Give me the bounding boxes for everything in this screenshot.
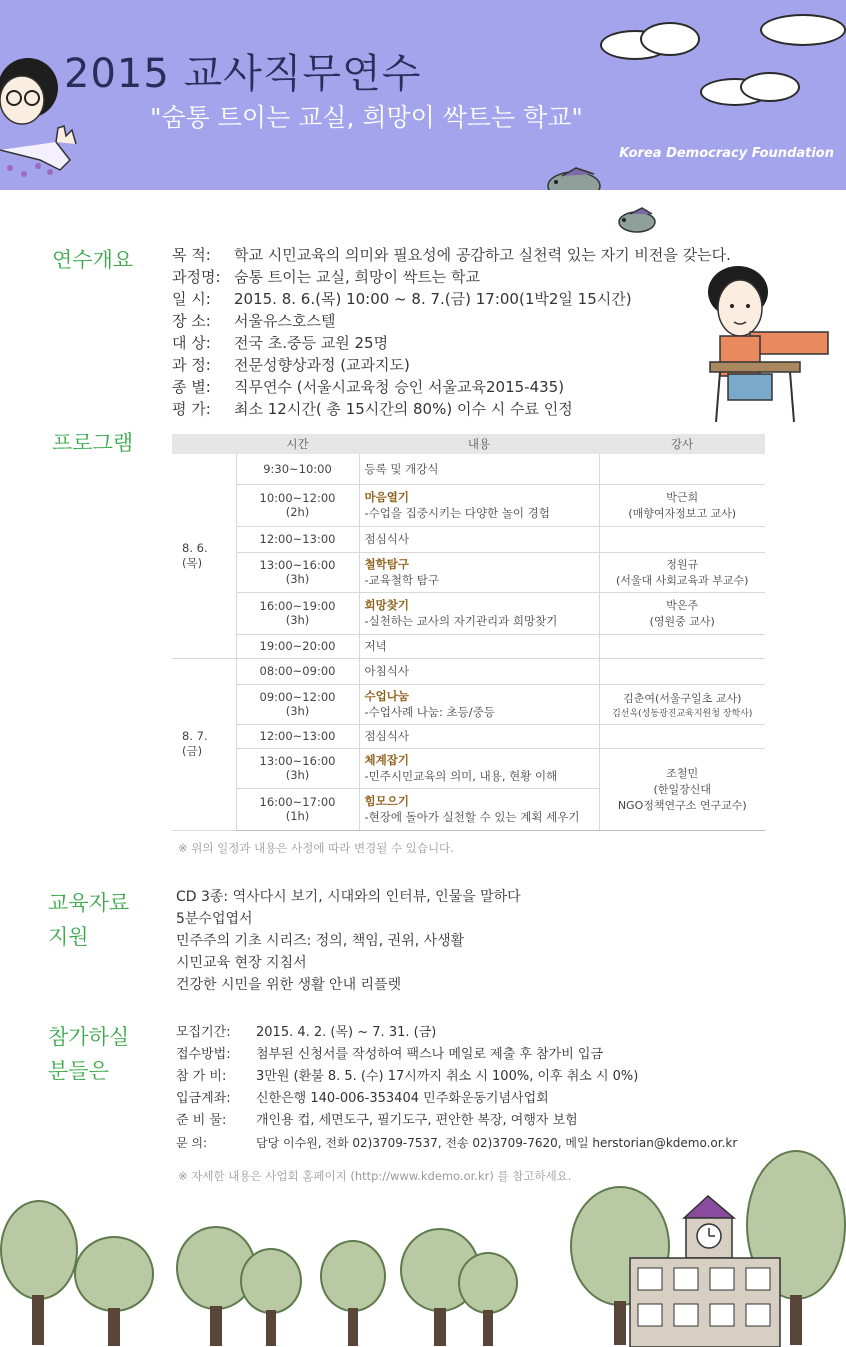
day1-date-cell: 8. 6. (목) [172, 454, 236, 658]
participants-info [176, 1022, 737, 1154]
cloud-icon [740, 72, 800, 102]
organization-name: Korea Democracy Foundation [619, 146, 834, 161]
table-row: 10:00~12:00 (2h) 마음열기 -수업을 집중시키는 다양한 놀이 경험 박근희 (매향여자정보고 교사) [172, 484, 765, 526]
school-building-illustration [624, 1192, 784, 1347]
participants-row: 참 가 비: 3만원 (환불 8. 5. (수) 17시까지 취소 시 100%, 이후 취소 시 0%) [176, 1069, 639, 1084]
overview-row: 과정명: 숨통 트이는 교실, 희망이 싹트는 학교 [172, 268, 480, 286]
materials-section-label: 교육자료 지원 [48, 891, 130, 949]
participants-row: 준 비 물: 개인용 컵, 세면도구, 필기도구, 편안한 복장, 여행자 보험 [176, 1113, 578, 1128]
list-item: 건강한 시민을 위한 생활 안내 리플렛 [176, 977, 402, 993]
lecturer-column-header: 강사 [599, 434, 765, 454]
overview-row: 평 가: 최소 12시간( 총 15시간의 80%) 이수 시 수료 인정 [172, 400, 573, 418]
schedule-note: ※ 위의 일정과 내용은 사정에 따라 변경될 수 있습니다. [178, 841, 454, 855]
day2-date-cell: 8. 7. (금) [172, 658, 236, 830]
bird-icon [534, 164, 614, 190]
list-item: 5분수업엽서 [176, 911, 253, 927]
table-row: 13:00~16:00 (3h) 체계잡기 -민주시민교육의 의미, 내용, 현황 이해 조철민 (한일장신대 NGO정책연구소 연구교수) [172, 748, 765, 788]
tree-icon [320, 1240, 386, 1347]
bird-icon [612, 206, 662, 236]
table-row: 12:00~13:00 점심식사 [172, 724, 765, 748]
cloud-icon [760, 14, 846, 46]
participants-row: 모집기간: 2015. 4. 2. (목) ~ 7. 31. (금) [176, 1025, 437, 1040]
overview-row: 과 정: 전문성향상과정 (교과지도) [172, 356, 410, 374]
table-row: 8. 6. (목) 9:30~10:00 등록 및 개강식 [172, 454, 765, 484]
overview-info [172, 244, 731, 420]
tree-icon [74, 1236, 154, 1347]
overview-row: 일 시: 2015. 8. 6.(목) 10:00 ~ 8. 7.(금) 17:00(1박2일 15시간) [172, 290, 632, 308]
list-item: CD 3종: 역사다시 보기, 시대와의 인터뷰, 인물을 말하다 [176, 889, 521, 905]
header-banner [0, 0, 846, 190]
table-row: 16:00~17:00 (1h) 힘모으기 -현장에 돌아가 실천할 수 있는 계획 세우기 [172, 788, 765, 830]
participants-row: 입금계좌: 신한은행 140-006-353404 민주화운동기념사업회 [176, 1091, 549, 1106]
tree-icon [0, 1190, 80, 1347]
overview-row: 목 적: 학교 시민교육의 의미와 필요성에 공감하고 실천력 있는 자기 비전을 갖는다. [172, 246, 731, 264]
materials-list [176, 886, 521, 996]
participants-section-label: 참가하실 분들은 [48, 1025, 130, 1083]
list-item: 민주주의 기초 시리즈: 정의, 책임, 권위, 사생활 [176, 933, 465, 949]
content-column-header: 내용 [359, 434, 599, 454]
time-column-header: 시간 [236, 434, 359, 454]
participants-row: 접수방법: 첨부된 신청서를 작성하여 팩스나 메일로 제출 후 참가비 입금 [176, 1047, 604, 1062]
overview-row: 장 소: 서울유스호스텔 [172, 312, 336, 330]
page-subtitle: "숨통 트이는 교실, 희망이 싹트는 학교" [150, 103, 583, 132]
table-row: 13:00~16:00 (3h) 철학탐구 -교육철학 탐구 정원규 (서울대 사회교육과 부교수) [172, 552, 765, 592]
table-row: 12:00~13:00 점심식사 [172, 526, 765, 552]
overview-row: 대 상: 전국 초.중등 교원 25명 [172, 334, 389, 352]
overview-row: 종 별: 직무연수 (서울시교육청 승인 서울교육2015-435) [172, 378, 565, 396]
date-column-header [172, 434, 236, 454]
overview-section-label: 연수개요 [52, 248, 134, 272]
list-item: 시민교육 현장 지침서 [176, 955, 307, 971]
page-title: 2015 교사직무연수 [64, 51, 422, 97]
table-row: 19:00~20:00 저녁 [172, 634, 765, 658]
website-note: ※ 자세한 내용은 사업회 홈페이지 (http://www.kdemo.or.kr) 를 참고하세요. [178, 1169, 572, 1183]
program-schedule-table [172, 434, 765, 831]
table-row: 09:00~12:00 (3h) 수업나눔 -수업사례 나눔: 초등/중등 김춘여(서울구일초 교사) 김선옥(성동광진교육지원청 장학사) [172, 684, 765, 724]
tree-icon [458, 1252, 518, 1347]
table-row: 8. 7. (금) 08:00~09:00 아침식사 [172, 658, 765, 684]
table-row: 16:00~19:00 (3h) 희망찾기 -실천하는 교사의 자기관리과 희망찾기 박은주 (영원중 교사) [172, 592, 765, 634]
cloud-icon [640, 22, 700, 56]
participants-row: 문 의: 담당 이수원, 전화 02)3709-7537, 전송 02)3709-7620, 메일 herstorian@kdemo.or.kr [176, 1136, 738, 1150]
tree-icon [240, 1248, 302, 1347]
program-section-label: 프로그램 [52, 431, 134, 455]
